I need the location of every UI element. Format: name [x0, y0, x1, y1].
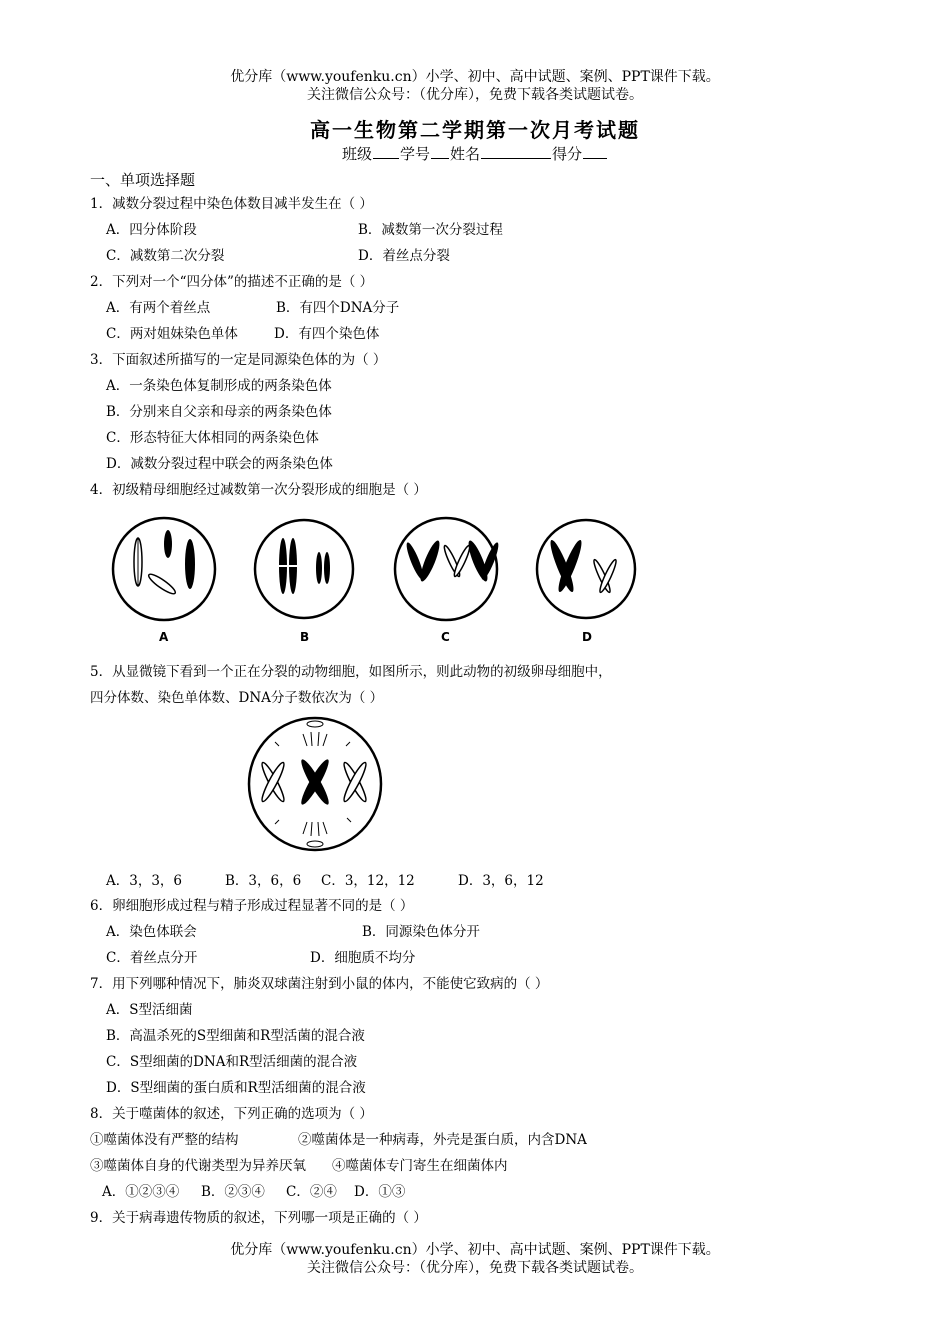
q3-option-c: C．形态特征大体相同的两条染色体 — [106, 430, 319, 446]
q5-stem-line1: 5．从显微镜下看到一个正在分裂的动物细胞，如图所示，则此动物的初级卵母细胞中， — [90, 664, 612, 680]
q3-option-d: D．减数分裂过程中联会的两条染色体 — [106, 456, 333, 472]
q8-option-b: B．②③④ — [201, 1184, 265, 1200]
page-title: 高一生物第二学期第一次月考试题 — [310, 118, 640, 142]
q2-option-a: A．有两个着丝点 — [106, 300, 211, 316]
q8-statement-1: ①噬菌体没有严整的结构 — [90, 1132, 239, 1148]
q6-option-b: B．同源染色体分开 — [362, 924, 480, 940]
q7-option-c: C．S型细菌的DNA和R型活细菌的混合液 — [106, 1054, 358, 1070]
name-blank[interactable] — [481, 144, 551, 159]
q5-option-b: B．3，6，6 — [225, 873, 302, 889]
q5-dividing-cell-figure — [245, 712, 385, 856]
cell-d-membrane — [537, 520, 635, 618]
cell-d-chromosomes — [547, 538, 618, 594]
figure-label-b: B — [300, 630, 310, 644]
cell-a-membrane — [113, 518, 215, 620]
q7-option-a: A．S型活细菌 — [106, 1002, 193, 1018]
cell-c-chromosomes — [404, 539, 501, 584]
name-label: 姓名 — [450, 145, 481, 163]
q8-option-c: C．②④ — [286, 1184, 337, 1200]
student-info-row — [0, 143, 950, 164]
q8-statement-3: ③噬菌体自身的代谢类型为异养厌氧 — [90, 1158, 306, 1174]
class-label: 班级 — [341, 145, 372, 163]
figure-label-c: C — [441, 630, 450, 644]
number-blank[interactable] — [431, 144, 449, 159]
q8-option-a: A．①②③④ — [102, 1184, 180, 1200]
q3-stem: 3．下面叙述所描写的一定是同源染色体的为（ ） — [90, 352, 387, 368]
q4-cell-figures — [100, 506, 660, 648]
watermark-footer-line2: 关注微信公众号：（优分库），免费下载各类试题试卷。 — [307, 1260, 643, 1276]
score-blank[interactable] — [583, 144, 607, 159]
section-heading: 一、单项选择题 — [90, 171, 196, 189]
q2-option-d: D．有四个染色体 — [274, 326, 380, 342]
q8-option-d: D．①③ — [354, 1184, 406, 1200]
chromosomes — [259, 757, 369, 807]
q1-stem: 1．减数分裂过程中染色体数目减半发生在（ ） — [90, 196, 373, 212]
cell-a-chromosomes — [134, 530, 195, 596]
q2-option-c: C．两对姐妹染色单体 — [106, 326, 238, 342]
figure-label-a: A — [159, 630, 169, 644]
q1-option-c: C．减数第二次分裂 — [106, 248, 225, 264]
q3-option-a: A．一条染色体复制形成的两条染色体 — [106, 378, 332, 394]
q3-option-b: B．分别来自父亲和母亲的两条染色体 — [106, 404, 332, 420]
number-label: 学号 — [399, 145, 430, 163]
q2-stem: 2．下列对一个“四分体”的描述不正确的是（ ） — [90, 274, 374, 290]
q5-stem-line2: 四分体数、染色单体数、DNA分子数依次为（ ） — [90, 690, 384, 706]
q8-stem: 8．关于噬菌体的叙述，下列正确的选项为（ ） — [90, 1106, 373, 1122]
q1-option-d: D．着丝点分裂 — [358, 248, 450, 264]
q9-stem: 9．关于病毒遗传物质的叙述，下列哪一项是正确的（ ） — [90, 1210, 427, 1226]
class-blank[interactable] — [373, 144, 399, 159]
figure-label-d: D — [582, 630, 592, 644]
q5-option-d: D．3，6，12 — [458, 873, 544, 889]
q7-option-d: D．S型细菌的蛋白质和R型活细菌的混合液 — [106, 1080, 366, 1096]
q7-stem: 7．用下列哪种情况下，肺炎双球菌注射到小鼠的体内，不能使它致病的（ ） — [90, 976, 549, 992]
q2-option-b: B．有四个DNA分子 — [276, 300, 400, 316]
q7-option-b: B．高温杀死的S型细菌和R型活菌的混合液 — [106, 1028, 365, 1044]
q6-option-c: C．着丝点分开 — [106, 950, 198, 966]
q8-statement-2: ②噬菌体是一种病毒，外壳是蛋白质，内含DNA — [298, 1132, 587, 1148]
q1-option-b: B．减数第一次分裂过程 — [358, 222, 503, 238]
watermark-header-line2: 关注微信公众号：（优分库），免费下载各类试题试卷。 — [307, 87, 643, 103]
q4-stem: 4．初级精母细胞经过减数第一次分裂形成的细胞是（ ） — [90, 482, 427, 498]
watermark-header-line1: 优分库（www.youfenku.cn）小学、初中、高中试题、案例、PPT课件下载。 — [230, 69, 720, 85]
q1-option-a: A．四分体阶段 — [106, 222, 197, 238]
cell-b-chromosomes — [278, 538, 330, 594]
q5-option-c: C．3，12，12 — [321, 873, 415, 889]
q5-option-a: A．3，3，6 — [106, 873, 183, 889]
cell-b-membrane — [255, 520, 353, 618]
score-label: 得分 — [552, 145, 583, 163]
watermark-footer-line1: 优分库（www.youfenku.cn）小学、初中、高中试题、案例、PPT课件下载。 — [230, 1242, 720, 1258]
q6-option-d: D．细胞质不均分 — [310, 950, 416, 966]
q6-stem: 6．卵细胞形成过程与精子形成过程显著不同的是（ ） — [90, 898, 414, 914]
q6-option-a: A．染色体联会 — [106, 924, 197, 940]
q8-statement-4: ④噬菌体专门寄生在细菌体内 — [332, 1158, 508, 1174]
